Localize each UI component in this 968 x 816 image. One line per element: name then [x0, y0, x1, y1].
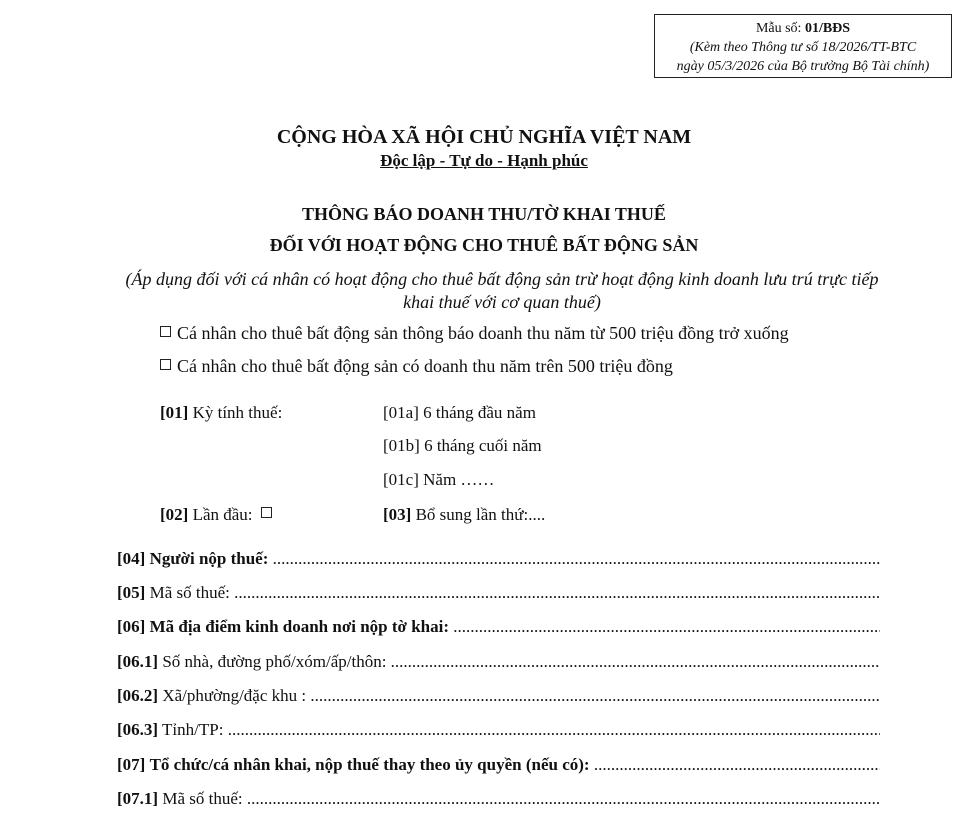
- field-code: [01]: [160, 403, 189, 422]
- field-label: Bổ sung lần thứ:....: [415, 505, 546, 524]
- form-code: 01/BĐS: [804, 21, 851, 36]
- first-time-field[interactable]: [160, 505, 278, 525]
- field-code: [05]: [117, 583, 146, 602]
- tax-period-a[interactable]: [01a] 6 tháng đầu năm: [383, 403, 536, 422]
- field-label: Kỳ tính thuế:: [192, 403, 283, 422]
- doc-title-note: (Áp dụng đối với cá nhân có hoạt động cho thuê bất động sản trừ hoạt động kinh doanh lưu trú trực tiếp khai thuế với cơ quan thuế): [125, 269, 879, 312]
- form-field-row[interactable]: [117, 652, 880, 676]
- field-code: [04]: [117, 549, 146, 568]
- form-field-row[interactable]: [117, 789, 880, 813]
- checkbox-icon[interactable]: [160, 359, 171, 370]
- form-field-row[interactable]: [117, 686, 880, 710]
- tax-period-c[interactable]: [01c] Năm ……: [383, 470, 495, 489]
- field-code: [06.2]: [117, 686, 159, 705]
- doc-title-line2: ĐỐI VỚI HOẠT ĐỘNG CHO THUÊ BẤT ĐỘNG SẢN: [269, 235, 699, 255]
- tax-period-b[interactable]: [01b] 6 tháng cuối năm: [383, 436, 542, 455]
- tax-period-label: [160, 403, 282, 423]
- field-label: Mã số thuế:: [149, 583, 230, 602]
- form-code-line: [655, 19, 951, 38]
- form-number-box: [654, 14, 952, 78]
- form-field-row[interactable]: [117, 720, 880, 744]
- field-code: [06.3]: [117, 720, 159, 739]
- form-code-label: Mẫu số:: [755, 21, 802, 36]
- field-label: Mã địa điểm kinh doanh nơi nộp tờ khai:: [149, 617, 450, 636]
- option-over-500m[interactable]: [160, 356, 673, 377]
- option-under-500m[interactable]: [160, 323, 789, 344]
- field-code: [06]: [117, 617, 146, 636]
- doc-title-line1: THÔNG BÁO DOANH THU/TỜ KHAI THUẾ: [302, 204, 666, 224]
- motto: Độc lập - Tự do - Hạnh phúc: [380, 151, 588, 170]
- field-code: [07.1]: [117, 789, 159, 808]
- option-label: Cá nhân cho thuê bất động sản có doanh thu năm trên 500 triệu đồng: [177, 356, 673, 376]
- supplement-field[interactable]: [383, 505, 545, 525]
- field-label: Tỉnh/TP:: [162, 720, 224, 739]
- checkbox-icon[interactable]: [160, 326, 171, 337]
- option-label: Cá nhân cho thuê bất động sản thông báo doanh thu năm từ 500 triệu đồng trở xuống: [177, 323, 789, 343]
- field-label: Lần đầu:: [192, 505, 253, 524]
- form-field-row[interactable]: [117, 755, 880, 779]
- field-label: Xã/phường/đặc khu :: [162, 686, 307, 705]
- checkbox-icon[interactable]: [261, 507, 272, 518]
- field-code: [02]: [160, 505, 189, 524]
- field-code: [07]: [117, 755, 146, 774]
- field-label: Người nộp thuế:: [149, 549, 269, 568]
- form-field-row[interactable]: [117, 583, 880, 607]
- field-code: [03]: [383, 505, 412, 524]
- field-label: Tổ chức/cá nhân khai, nộp thuế thay theo ủy quyền (nếu có):: [149, 755, 590, 774]
- field-label: Số nhà, đường phố/xóm/ấp/thôn:: [162, 652, 387, 671]
- form-note-line1: (Kèm theo Thông tư số 18/2026/TT-BTC: [689, 40, 917, 55]
- field-label: Mã số thuế:: [162, 789, 243, 808]
- nation-title: CỘNG HÒA XÃ HỘI CHỦ NGHĨA VIỆT NAM: [276, 126, 692, 148]
- field-code: [06.1]: [117, 652, 159, 671]
- form-note-line2: ngày 05/3/2026 của Bộ trưởng Bộ Tài chính): [676, 59, 930, 74]
- form-field-row[interactable]: [117, 617, 880, 641]
- form-field-row[interactable]: [117, 549, 880, 573]
